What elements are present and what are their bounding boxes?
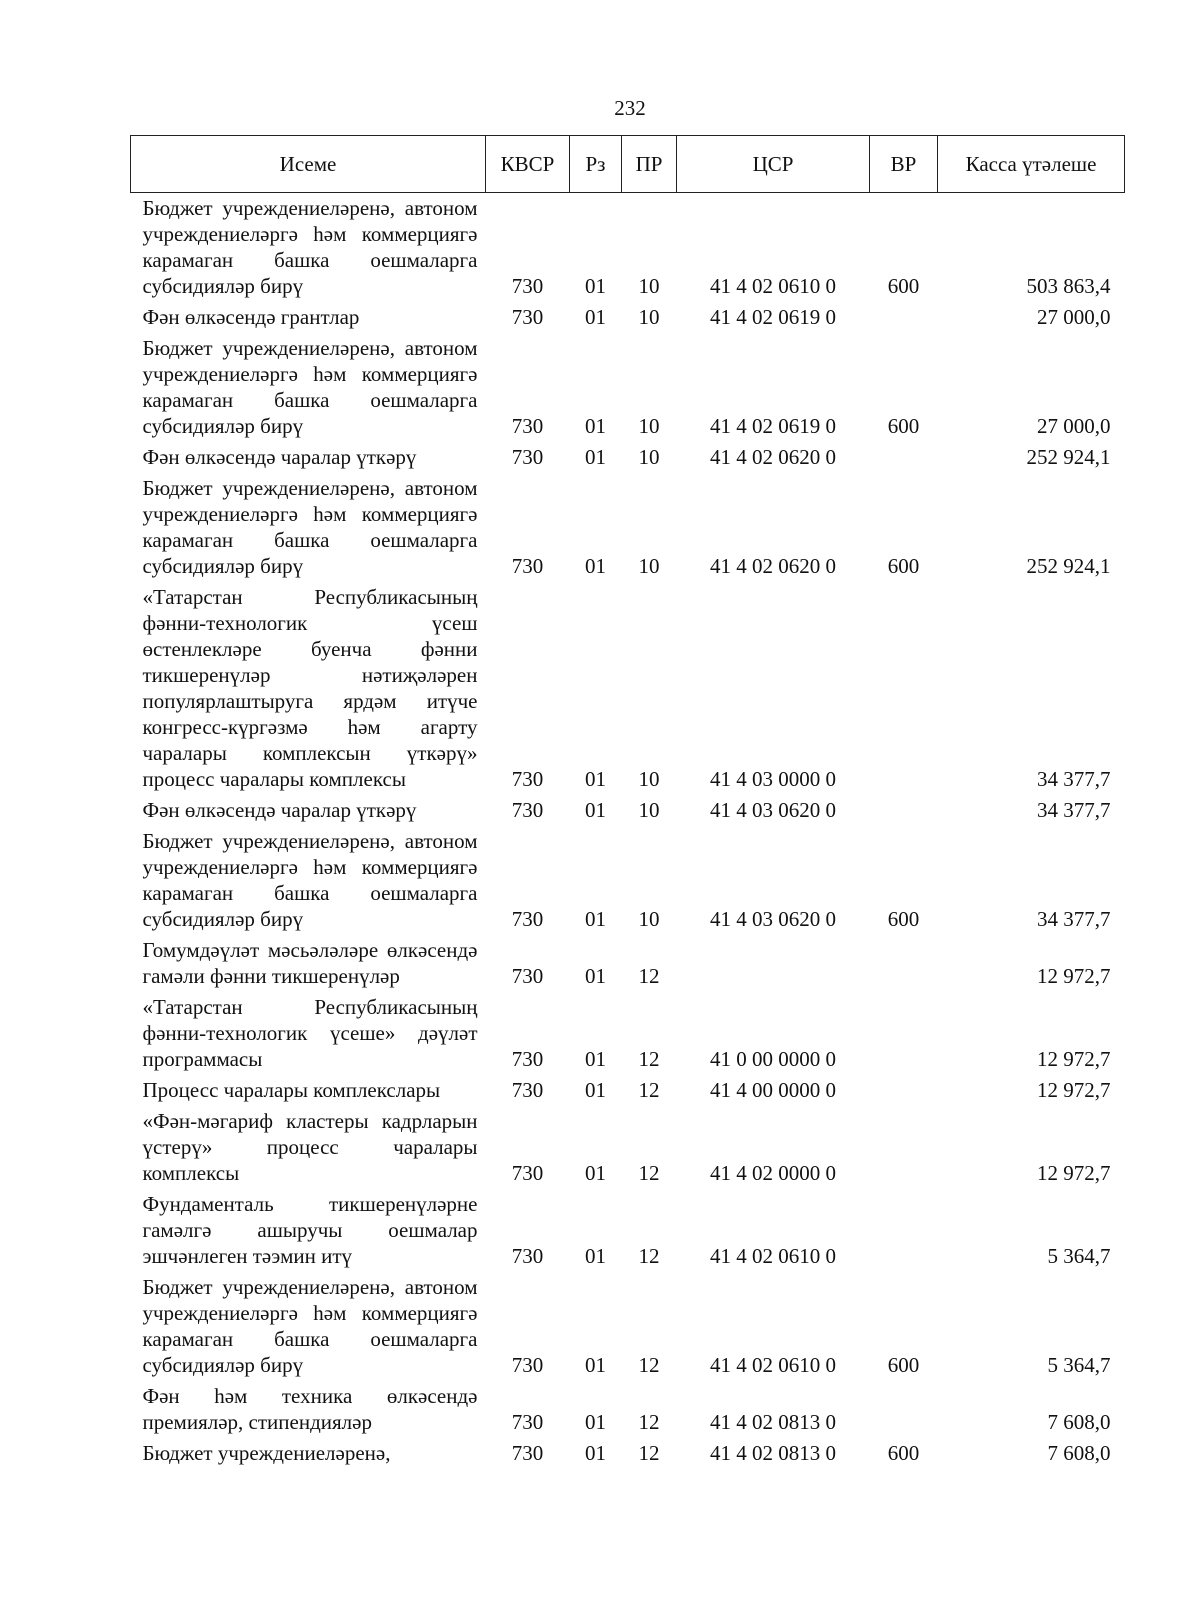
table-row (131, 1381, 1125, 1438)
cell-rz: 01 (585, 964, 606, 988)
cell-rz: 01 (585, 1410, 606, 1434)
cell-name: Бюджет учреждениеләренә, (142, 1441, 391, 1465)
cell-sum: 252 924,1 (1026, 554, 1111, 578)
cell-sum: 27 000,0 (1037, 414, 1111, 438)
cell-sum: 5 364,7 (1047, 1353, 1111, 1377)
cell-vr: 600 (887, 1353, 920, 1377)
cell-rz: 01 (585, 274, 606, 298)
cell-vr: 600 (887, 554, 920, 578)
cell-name: Бюджет учреждениеләренә, автоном учреждениеләргә һәм коммерциягә карамаган башка оешмаларга субсидияләр бирү (142, 1275, 478, 1377)
cell-pr: 12 (638, 1244, 660, 1268)
table-row (131, 333, 1125, 442)
header-pr: ПР (622, 136, 677, 193)
cell-name: Бюджет учреждениеләренә, автоном учреждениеләргә һәм коммерциягә карамаган башка оешмаларга субсидияләр бирү (142, 476, 478, 578)
cell-kvsr: 730 (511, 1161, 544, 1185)
cell-rz: 01 (585, 767, 606, 791)
cell-vr: 600 (887, 274, 920, 298)
cell-rz: 01 (585, 445, 606, 469)
cell-pr: 10 (638, 767, 660, 791)
table-row (131, 1075, 1125, 1106)
cell-name: Фән һәм техника өлкәсендә премияләр, стипендияләр (142, 1384, 478, 1434)
cell-pr: 10 (638, 414, 660, 438)
page-number: 232 (614, 96, 646, 120)
table-body (131, 193, 1125, 1470)
cell-kvsr: 730 (511, 1047, 544, 1071)
cell-csr: 41 4 02 0610 0 (710, 1244, 836, 1268)
cell-sum: 5 364,7 (1047, 1244, 1111, 1268)
cell-sum: 7 608,0 (1047, 1441, 1111, 1465)
cell-vr: 600 (887, 1441, 920, 1465)
cell-name: Бюджет учреждениеләренә, автоном учреждениеләргә һәм коммерциягә карамаган башка оешмаларга субсидияләр бирү (142, 829, 478, 931)
cell-sum: 12 972,7 (1037, 1047, 1111, 1071)
cell-pr: 12 (638, 1441, 660, 1465)
cell-csr: 41 4 02 0619 0 (710, 414, 836, 438)
cell-sum: 12 972,7 (1037, 1078, 1111, 1102)
cell-vr (870, 935, 938, 992)
cell-vr (870, 1189, 938, 1272)
cell-rz: 01 (585, 1161, 606, 1185)
table-row (131, 826, 1125, 935)
header-vr: ВР (870, 136, 938, 193)
cell-name: Гомумдәүләт мәсьәләләре өлкәсендә гамәли фәнни тикшеренүләр (142, 938, 478, 988)
cell-pr: 10 (638, 274, 660, 298)
cell-kvsr: 730 (511, 1078, 544, 1102)
cell-pr: 10 (638, 554, 660, 578)
cell-kvsr: 730 (511, 554, 544, 578)
cell-pr: 12 (638, 1047, 660, 1071)
cell-vr: 600 (887, 907, 920, 931)
table-row (131, 302, 1125, 333)
cell-kvsr: 730 (511, 964, 544, 988)
cell-csr: 41 4 02 0610 0 (710, 1353, 836, 1377)
cell-vr (870, 992, 938, 1075)
cell-rz: 01 (585, 414, 606, 438)
table-row (131, 935, 1125, 992)
cell-vr (870, 442, 938, 473)
cell-name: Фән өлкәсендә чаралар үткәрү (142, 798, 417, 822)
table-row (131, 193, 1125, 303)
header-csr: ЦСР (677, 136, 870, 193)
cell-vr (870, 795, 938, 826)
cell-csr: 41 0 00 0000 0 (710, 1047, 836, 1071)
cell-kvsr: 730 (511, 1353, 544, 1377)
cell-kvsr: 730 (511, 1410, 544, 1434)
table-row (131, 582, 1125, 795)
cell-pr: 12 (638, 1353, 660, 1377)
cell-name: Бюджет учреждениеләренә, автоном учреждениеләргә һәм коммерциягә карамаган башка оешмаларга субсидияләр бирү (142, 196, 478, 298)
cell-csr: 41 4 02 0813 0 (710, 1410, 836, 1434)
cell-kvsr: 730 (511, 305, 544, 329)
cell-kvsr: 730 (511, 907, 544, 931)
cell-sum: 503 863,4 (1026, 274, 1111, 298)
cell-kvsr: 730 (511, 1441, 544, 1465)
cell-name: Бюджет учреждениеләренә, автоном учреждениеләргә һәм коммерциягә карамаган башка оешмаларга субсидияләр бирү (142, 336, 478, 438)
cell-rz: 01 (585, 1244, 606, 1268)
cell-kvsr: 730 (511, 274, 544, 298)
cell-kvsr: 730 (511, 798, 544, 822)
cell-sum: 34 377,7 (1037, 798, 1111, 822)
cell-name: «Татарстан Республикасының фәнни-технологик үсеш өстенлекләре буенча фәнни тикшеренүләр нәтиҗәләрен популярлаштыруга ярдәм итүче конгресс-күргәзмә һәм агарту чаралары комплексын үткәрү» процесс чаралары комплексы (142, 585, 478, 791)
cell-rz: 01 (585, 554, 606, 578)
cell-pr: 12 (638, 964, 660, 988)
cell-csr: 41 4 02 0813 0 (710, 1441, 836, 1465)
table-row (131, 473, 1125, 582)
header-sum: Касса үтәлеше (938, 136, 1125, 193)
cell-pr: 10 (638, 798, 660, 822)
header-rz: Рз (570, 136, 622, 193)
cell-csr: 41 4 02 0619 0 (710, 305, 836, 329)
cell-sum: 27 000,0 (1037, 305, 1111, 329)
cell-pr: 12 (638, 1410, 660, 1434)
cell-csr: 41 4 02 0610 0 (710, 274, 836, 298)
cell-rz: 01 (585, 798, 606, 822)
cell-name: Процесс чаралары комплекслары (142, 1078, 441, 1102)
cell-vr (870, 1075, 938, 1106)
cell-vr (870, 302, 938, 333)
table-row (131, 1272, 1125, 1381)
table-row (131, 1438, 1125, 1469)
table-row (131, 795, 1125, 826)
table-row (131, 992, 1125, 1075)
cell-rz: 01 (585, 1353, 606, 1377)
cell-csr: 41 4 02 0000 0 (710, 1161, 836, 1185)
cell-kvsr: 730 (511, 1244, 544, 1268)
table-row (131, 1189, 1125, 1272)
cell-vr: 600 (887, 414, 920, 438)
cell-pr: 12 (638, 1078, 660, 1102)
cell-csr (677, 935, 870, 992)
table-row (131, 1106, 1125, 1189)
cell-kvsr: 730 (511, 767, 544, 791)
cell-sum: 34 377,7 (1037, 767, 1111, 791)
cell-vr (870, 1106, 938, 1189)
cell-sum: 34 377,7 (1037, 907, 1111, 931)
cell-csr: 41 4 02 0620 0 (710, 445, 836, 469)
cell-rz: 01 (585, 305, 606, 329)
cell-rz: 01 (585, 1047, 606, 1071)
cell-vr (870, 582, 938, 795)
cell-sum: 12 972,7 (1037, 1161, 1111, 1185)
cell-csr: 41 4 03 0620 0 (710, 798, 836, 822)
header-kvsr: КВСР (486, 136, 570, 193)
table-row (131, 442, 1125, 473)
cell-csr: 41 4 02 0620 0 (710, 554, 836, 578)
cell-name: Фундаменталь тикшеренүләрне гамәлгә ашыручы оешмалар эшчәнлеген тәэмин итү (142, 1192, 478, 1268)
header-name: Исеме (131, 136, 486, 193)
cell-name: Фән өлкәсендә грантлар (142, 305, 360, 329)
cell-pr: 10 (638, 907, 660, 931)
cell-rz: 01 (585, 907, 606, 931)
cell-name: «Татарстан Республикасының фәнни-технологик үсеше» дәүләт программасы (142, 995, 478, 1071)
cell-pr: 10 (638, 305, 660, 329)
cell-kvsr: 730 (511, 445, 544, 469)
cell-rz: 01 (585, 1078, 606, 1102)
cell-vr (870, 1381, 938, 1438)
cell-name: «Фән-мәгариф кластеры кадрларын үстерү» процесс чаралары комплексы (142, 1109, 478, 1185)
cell-csr: 41 4 03 0000 0 (710, 767, 836, 791)
cell-sum: 7 608,0 (1047, 1410, 1111, 1434)
cell-pr: 12 (638, 1161, 660, 1185)
cell-csr: 41 4 00 0000 0 (710, 1078, 836, 1102)
cell-sum: 252 924,1 (1026, 445, 1111, 469)
table-header-row (131, 136, 1125, 193)
cell-pr: 10 (638, 445, 660, 469)
cell-csr: 41 4 03 0620 0 (710, 907, 836, 931)
cell-name: Фән өлкәсендә чаралар үткәрү (142, 445, 417, 469)
cell-kvsr: 730 (511, 414, 544, 438)
cell-sum: 12 972,7 (1037, 964, 1111, 988)
budget-table (130, 135, 1125, 1469)
cell-rz: 01 (585, 1441, 606, 1465)
